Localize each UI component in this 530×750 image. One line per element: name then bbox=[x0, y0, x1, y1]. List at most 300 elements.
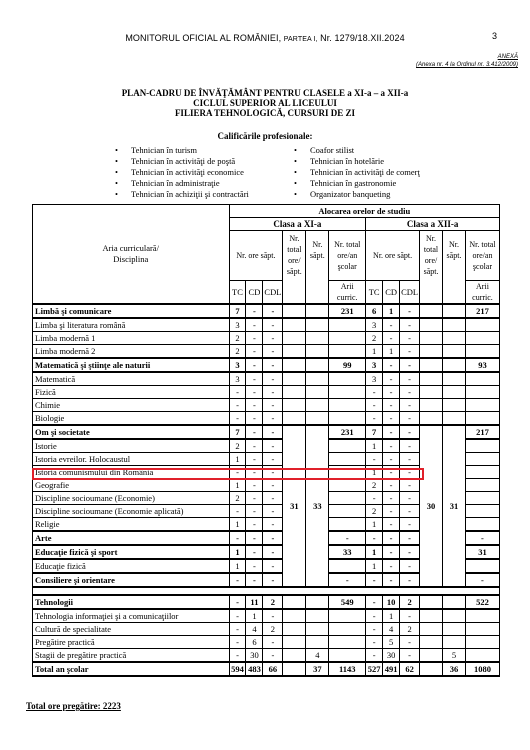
cd-value-11: 483 bbox=[246, 662, 263, 676]
cd-value-12: - bbox=[383, 412, 400, 426]
weeks-value-12 bbox=[443, 623, 466, 636]
tc-value-11: - bbox=[229, 595, 246, 609]
row-label: Discipline socioumane (Economie aplicată) bbox=[33, 505, 230, 518]
cdl-value-12: - bbox=[400, 531, 420, 545]
cdl-value-11: - bbox=[263, 466, 283, 479]
tc-value-12: 1 bbox=[366, 559, 383, 573]
total-weekly-value-12 bbox=[420, 649, 443, 663]
page-header bbox=[0, 33, 530, 43]
total-year-value-11: - bbox=[329, 573, 366, 587]
cd-value-11: - bbox=[246, 492, 263, 505]
tc-value-11: 1 bbox=[229, 545, 246, 559]
row-label: Total an şcolar bbox=[33, 662, 230, 676]
tc-value-12: 1 bbox=[366, 518, 383, 532]
total-weekly-value-12 bbox=[420, 662, 443, 676]
total-year-value-12 bbox=[465, 518, 499, 532]
cdl-value-11: - bbox=[263, 492, 283, 505]
row-label: Fizică bbox=[33, 386, 230, 399]
row-label: Arte bbox=[33, 531, 230, 545]
row-label: Matematică bbox=[33, 372, 230, 386]
tc-value-11: 1 bbox=[229, 518, 246, 532]
tc-value-12: 3 bbox=[366, 372, 383, 386]
cd-value-11: - bbox=[246, 505, 263, 518]
tc-value-11: - bbox=[229, 505, 246, 518]
total-year-value-12 bbox=[465, 505, 499, 518]
total-weekly-value-12 bbox=[420, 372, 443, 386]
cdl-value-11: - bbox=[263, 412, 283, 426]
weeks-header-11: Nr. săpt. bbox=[306, 231, 329, 305]
tc-value-12: - bbox=[366, 649, 383, 663]
cdl-value-12: - bbox=[400, 573, 420, 587]
total-weekly-value-11 bbox=[283, 399, 306, 412]
total-year-header-12: Nr. total ore/an şcolar bbox=[465, 231, 499, 281]
weeks-value-12 bbox=[443, 318, 466, 332]
cdl-value-12: - bbox=[400, 439, 420, 453]
qualification-item: • Tehnician în hotelărie bbox=[292, 156, 420, 167]
weeks-value-11 bbox=[306, 412, 329, 426]
cdl-value-12: - bbox=[400, 345, 420, 359]
tc-value-12: - bbox=[366, 531, 383, 545]
cdl-value-11: - bbox=[263, 531, 283, 545]
tc-value-11: - bbox=[229, 412, 246, 426]
total-year-value-11: 1143 bbox=[329, 662, 366, 676]
cdl-value-12: - bbox=[400, 609, 420, 623]
total-weekly-value-12 bbox=[420, 332, 443, 345]
cd-header-12: CD bbox=[383, 281, 400, 305]
cd-value-11: - bbox=[246, 439, 263, 453]
weeks-value-11 bbox=[306, 636, 329, 649]
annex-order: (Anexa nr. 4 la Ordinul nr. 3.412/2009) bbox=[416, 62, 518, 68]
weeks-value-12 bbox=[443, 358, 466, 372]
cd-value-12: 1 bbox=[383, 609, 400, 623]
tc-value-12: 2 bbox=[366, 332, 383, 345]
allocation-header: Alocarea orelor de studiu bbox=[229, 205, 499, 218]
cdl-value-11: - bbox=[263, 505, 283, 518]
curriculum-table bbox=[32, 204, 500, 677]
cd-value-12: - bbox=[383, 358, 400, 372]
row-label: Limbă şi comunicare bbox=[33, 304, 230, 318]
cdl-value-12: - bbox=[400, 466, 420, 479]
cdl-value-12: - bbox=[400, 545, 420, 559]
total-weekly-value-11 bbox=[283, 412, 306, 426]
cdl-value-11: - bbox=[263, 372, 283, 386]
weeks-value-11 bbox=[306, 304, 329, 318]
total-year-value-12: 1080 bbox=[465, 662, 499, 676]
cdl-value-12: - bbox=[400, 505, 420, 518]
cd-value-12: - bbox=[383, 479, 400, 492]
total-weekly-value-11 bbox=[283, 662, 306, 676]
total-year-value-11: 33 bbox=[329, 545, 366, 559]
cdl-value-11: - bbox=[263, 518, 283, 532]
total-year-value-12: 217 bbox=[465, 425, 499, 439]
cdl-value-12: - bbox=[400, 425, 420, 439]
total-weekly-value-12 bbox=[420, 636, 443, 649]
total-year-value-12 bbox=[465, 372, 499, 386]
cdl-value-12: - bbox=[400, 492, 420, 505]
cdl-value-11: - bbox=[263, 332, 283, 345]
total-weekly-value-11 bbox=[283, 332, 306, 345]
cd-value-12: - bbox=[383, 332, 400, 345]
weeks-value-12 bbox=[443, 386, 466, 399]
section-row bbox=[33, 595, 500, 609]
cd-value-12: - bbox=[383, 531, 400, 545]
tc-value-12: 3 bbox=[366, 358, 383, 372]
total-weekly-header-12: Nr. total ore/ săpt. bbox=[420, 231, 443, 305]
cdl-header-12: CDL bbox=[400, 281, 420, 305]
cd-value-11: - bbox=[246, 466, 263, 479]
cd-value-12: 491 bbox=[383, 662, 400, 676]
weeks-value-12 bbox=[443, 345, 466, 359]
row-label: Istorie bbox=[33, 439, 230, 453]
page-number: 3 bbox=[492, 31, 498, 41]
total-weekly-value-11 bbox=[283, 636, 306, 649]
total-year-value-11 bbox=[329, 412, 366, 426]
tc-value-12: - bbox=[366, 609, 383, 623]
total-year-value-11 bbox=[329, 479, 366, 492]
total-weekly-value-11: 31 bbox=[283, 425, 306, 587]
total-year-value-12 bbox=[465, 636, 499, 649]
cdl-value-12: - bbox=[400, 386, 420, 399]
cd-value-11: - bbox=[246, 479, 263, 492]
tc-value-11: 1 bbox=[229, 559, 246, 573]
cdl-value-12: - bbox=[400, 372, 420, 386]
total-year-value-12 bbox=[465, 439, 499, 453]
qualification-item: • Organizator banqueting bbox=[292, 189, 420, 200]
cd-value-11: - bbox=[246, 531, 263, 545]
total-year-value-12 bbox=[465, 332, 499, 345]
tc-value-11: 3 bbox=[229, 358, 246, 372]
total-year-value-11 bbox=[329, 399, 366, 412]
total-weekly-value-12: 30 bbox=[420, 425, 443, 587]
tc-value-12: - bbox=[366, 399, 383, 412]
tc-value-11: 2 bbox=[229, 439, 246, 453]
cdl-value-11: - bbox=[263, 304, 283, 318]
total-weekly-value-11 bbox=[283, 623, 306, 636]
tc-value-11: 2 bbox=[229, 332, 246, 345]
cdl-value-11: - bbox=[263, 609, 283, 623]
row-label: Religie bbox=[33, 518, 230, 532]
cdl-value-11: - bbox=[263, 399, 283, 412]
doc-title-line1: PLAN-CADRU DE ÎNVĂŢĂMÂNT PENTRU CLASELE a XI-a – a XII-a bbox=[121, 88, 409, 98]
table-row bbox=[33, 649, 500, 663]
tc-value-11: - bbox=[229, 649, 246, 663]
weeks-value-12 bbox=[443, 304, 466, 318]
cd-value-11: 4 bbox=[246, 623, 263, 636]
weeks-value-11 bbox=[306, 399, 329, 412]
tc-value-12: 2 bbox=[366, 479, 383, 492]
qualification-item: • Tehnician în activităţi de poştă bbox=[113, 156, 249, 167]
total-year-value-12 bbox=[465, 318, 499, 332]
weeks-value-11 bbox=[306, 386, 329, 399]
total-year-value-11: 549 bbox=[329, 595, 366, 609]
tc-value-12: 3 bbox=[366, 318, 383, 332]
tc-value-12: - bbox=[366, 492, 383, 505]
highlight-box bbox=[32, 468, 424, 480]
row-label: Om şi societate bbox=[33, 425, 230, 439]
weeks-value-11 bbox=[306, 372, 329, 386]
row-label: Tehnologii bbox=[33, 595, 230, 609]
cd-value-11: 1 bbox=[246, 609, 263, 623]
table-row bbox=[33, 372, 500, 386]
cdl-value-11: - bbox=[263, 439, 283, 453]
total-weekly-value-12 bbox=[420, 399, 443, 412]
tc-value-11: - bbox=[229, 531, 246, 545]
cd-value-12: - bbox=[383, 559, 400, 573]
weeks-value-12: 5 bbox=[443, 649, 466, 663]
cd-value-11: - bbox=[246, 318, 263, 332]
total-year-value-11 bbox=[329, 636, 366, 649]
weeks-value-11 bbox=[306, 332, 329, 345]
tc-value-12: 7 bbox=[366, 425, 383, 439]
total-year-value-12 bbox=[465, 609, 499, 623]
total-weekly-value-12 bbox=[420, 623, 443, 636]
tc-value-11: - bbox=[229, 573, 246, 587]
tc-value-12: 1 bbox=[366, 545, 383, 559]
qualification-item: • Coafor stilist bbox=[292, 145, 420, 156]
total-year-value-12: 217 bbox=[465, 304, 499, 318]
cd-value-11: 30 bbox=[246, 649, 263, 663]
publication-part: PARTEA I, bbox=[283, 36, 318, 43]
qualification-item: • Tehnician în activităţi de comerţ bbox=[292, 167, 420, 178]
cd-value-11: - bbox=[246, 518, 263, 532]
cdl-value-11: - bbox=[263, 636, 283, 649]
cdl-value-12: 2 bbox=[400, 595, 420, 609]
tc-value-12: - bbox=[366, 595, 383, 609]
total-weekly-value-12 bbox=[420, 386, 443, 399]
cdl-value-11: 2 bbox=[263, 623, 283, 636]
row-label: Limba modernă 2 bbox=[33, 345, 230, 359]
annex-reference bbox=[416, 53, 518, 69]
tc-value-12: - bbox=[366, 386, 383, 399]
tc-value-12: - bbox=[366, 453, 383, 466]
row-label: Matematică şi ştiinţe ale naturii bbox=[33, 358, 230, 372]
cd-value-11: - bbox=[246, 425, 263, 439]
weeks-header-12: Nr. săpt. bbox=[443, 231, 466, 305]
total-weekly-value-11 bbox=[283, 372, 306, 386]
total-year-value-11 bbox=[329, 609, 366, 623]
row-label: Educaţie fizică şi sport bbox=[33, 545, 230, 559]
cdl-value-11: - bbox=[263, 386, 283, 399]
cd-value-12: - bbox=[383, 505, 400, 518]
qualifications-list-left bbox=[113, 145, 249, 200]
qualifications-list-right bbox=[292, 145, 420, 200]
total-weekly-header-11: Nr. total ore/ săpt. bbox=[283, 231, 306, 305]
cd-value-12: - bbox=[383, 399, 400, 412]
cdl-value-11: - bbox=[263, 425, 283, 439]
total-year-value-12: - bbox=[465, 531, 499, 545]
cd-value-12: - bbox=[383, 425, 400, 439]
annex-label: ANEXĂ bbox=[497, 54, 518, 60]
weeks-value-11: 37 bbox=[306, 662, 329, 676]
tc-header-12: TC bbox=[366, 281, 383, 305]
total-weekly-value-11 bbox=[283, 304, 306, 318]
tc-value-12: 1 bbox=[366, 466, 383, 479]
area-header bbox=[33, 205, 230, 305]
total-year-value-11 bbox=[329, 372, 366, 386]
total-weekly-value-12 bbox=[420, 595, 443, 609]
total-year-value-11 bbox=[329, 386, 366, 399]
cdl-header-11: CDL bbox=[263, 281, 283, 305]
cd-value-11: - bbox=[246, 573, 263, 587]
total-hours: Total ore pregătire: 2223 bbox=[26, 701, 121, 711]
tc-value-11: - bbox=[229, 386, 246, 399]
weekly-hours-header-12: Nr. ore săpt. bbox=[366, 231, 420, 281]
cdl-value-11: - bbox=[263, 573, 283, 587]
weeks-value-11 bbox=[306, 358, 329, 372]
tc-value-11: 1 bbox=[229, 479, 246, 492]
weeks-value-11 bbox=[306, 345, 329, 359]
cd-value-12: - bbox=[383, 453, 400, 466]
tc-value-11: - bbox=[229, 609, 246, 623]
publication-issue: Nr. 1279/18.XII.2024 bbox=[320, 33, 405, 43]
weeks-value-11 bbox=[306, 609, 329, 623]
total-year-value-11 bbox=[329, 345, 366, 359]
total-weekly-value-12 bbox=[420, 318, 443, 332]
total-weekly-value-12 bbox=[420, 345, 443, 359]
total-weekly-value-11 bbox=[283, 609, 306, 623]
row-label: Istoria comunismului din România bbox=[33, 466, 230, 479]
weeks-value-12: 31 bbox=[443, 425, 466, 587]
cd-value-11: - bbox=[246, 545, 263, 559]
cd-value-12: - bbox=[383, 518, 400, 532]
cd-value-11: - bbox=[246, 372, 263, 386]
weeks-value-11 bbox=[306, 595, 329, 609]
cd-value-12: - bbox=[383, 545, 400, 559]
total-year-value-11 bbox=[329, 505, 366, 518]
total-year-value-12 bbox=[465, 386, 499, 399]
qualification-item: • Tehnician în administraţie bbox=[113, 178, 249, 189]
total-year-value-12 bbox=[465, 649, 499, 663]
cdl-value-12: - bbox=[400, 559, 420, 573]
tc-value-11: 2 bbox=[229, 492, 246, 505]
cd-value-12: - bbox=[383, 492, 400, 505]
row-label: Tehnologia informaţiei şi a comunicaţiilor bbox=[33, 609, 230, 623]
total-year-value-11: 99 bbox=[329, 358, 366, 372]
tc-value-11: 594 bbox=[229, 662, 246, 676]
weeks-value-12 bbox=[443, 595, 466, 609]
total-year-value-11: 231 bbox=[329, 304, 366, 318]
qualification-item: • Tehnician în turism bbox=[113, 145, 249, 156]
total-weekly-value-11 bbox=[283, 595, 306, 609]
table-row bbox=[33, 636, 500, 649]
section-row bbox=[33, 304, 500, 318]
total-year-value-12 bbox=[465, 492, 499, 505]
table-row bbox=[33, 318, 500, 332]
cdl-value-12: 62 bbox=[400, 662, 420, 676]
table-row bbox=[33, 386, 500, 399]
cdl-value-12: - bbox=[400, 479, 420, 492]
tc-value-11: 2 bbox=[229, 345, 246, 359]
cd-value-12: 30 bbox=[383, 649, 400, 663]
tc-value-11: 7 bbox=[229, 425, 246, 439]
section-row bbox=[33, 662, 500, 676]
row-label: Cultură de specialitate bbox=[33, 623, 230, 636]
tc-value-12: - bbox=[366, 573, 383, 587]
total-weekly-value-11 bbox=[283, 358, 306, 372]
cdl-value-12: - bbox=[400, 318, 420, 332]
cdl-value-12: - bbox=[400, 304, 420, 318]
cdl-value-12: - bbox=[400, 412, 420, 426]
cd-value-12: 1 bbox=[383, 345, 400, 359]
total-year-value-11 bbox=[329, 453, 366, 466]
cdl-value-11: - bbox=[263, 479, 283, 492]
tc-value-12: 1 bbox=[366, 439, 383, 453]
table-row bbox=[33, 332, 500, 345]
cd-value-11: 11 bbox=[246, 595, 263, 609]
weeks-value-11: 4 bbox=[306, 649, 329, 663]
table-row bbox=[33, 623, 500, 636]
cd-value-11: - bbox=[246, 386, 263, 399]
qualification-item: • Tehnician în achiziţii şi contractări bbox=[113, 189, 249, 200]
arii-header-11: Arii curric. bbox=[329, 281, 366, 305]
total-weekly-value-11 bbox=[283, 318, 306, 332]
publication-name: MONITORUL OFICIAL AL ROMÂNIEI, bbox=[125, 33, 282, 43]
total-year-value-12 bbox=[465, 479, 499, 492]
cdl-value-11: - bbox=[263, 545, 283, 559]
total-weekly-value-11 bbox=[283, 345, 306, 359]
tc-value-12: 2 bbox=[366, 505, 383, 518]
table-row bbox=[33, 412, 500, 426]
cd-value-12: 4 bbox=[383, 623, 400, 636]
row-label: Discipline socioumane (Economie) bbox=[33, 492, 230, 505]
cd-value-11: - bbox=[246, 453, 263, 466]
discipline-header-label: Disciplina bbox=[113, 254, 149, 264]
spacer-row bbox=[33, 587, 500, 595]
row-label: Geografie bbox=[33, 479, 230, 492]
cdl-value-12: - bbox=[400, 649, 420, 663]
total-year-value-12 bbox=[465, 399, 499, 412]
total-year-value-12 bbox=[465, 345, 499, 359]
total-weekly-value-11 bbox=[283, 386, 306, 399]
total-weekly-value-12 bbox=[420, 609, 443, 623]
table-row bbox=[33, 399, 500, 412]
cdl-value-11: - bbox=[263, 453, 283, 466]
weeks-value-12 bbox=[443, 609, 466, 623]
total-year-value-11 bbox=[329, 492, 366, 505]
total-year-value-12: 522 bbox=[465, 595, 499, 609]
total-year-value-12: - bbox=[465, 573, 499, 587]
total-year-value-12: 93 bbox=[465, 358, 499, 372]
tc-value-12: 527 bbox=[366, 662, 383, 676]
total-weekly-value-12 bbox=[420, 304, 443, 318]
weeks-value-12 bbox=[443, 412, 466, 426]
weeks-value-12: 36 bbox=[443, 662, 466, 676]
weeks-value-12 bbox=[443, 636, 466, 649]
class-11-header: Clasa a XI-a bbox=[229, 218, 366, 231]
tc-value-12: - bbox=[366, 636, 383, 649]
cdl-value-12: - bbox=[400, 453, 420, 466]
tc-value-12: - bbox=[366, 412, 383, 426]
row-label: Istoria evreilor. Holocaustul bbox=[33, 453, 230, 466]
qualification-item: • Tehnician în activităţi economice bbox=[113, 167, 249, 178]
cdl-value-12: - bbox=[400, 636, 420, 649]
total-year-value-11 bbox=[329, 559, 366, 573]
cdl-value-11: - bbox=[263, 559, 283, 573]
cdl-value-12: - bbox=[400, 399, 420, 412]
row-label: Educaţie fizică bbox=[33, 559, 230, 573]
table-row bbox=[33, 587, 500, 595]
doc-title-line3: FILIERA TEHNOLOGICĂ, CURSURI DE ZI bbox=[174, 108, 356, 118]
row-label: Pregătire practică bbox=[33, 636, 230, 649]
total-year-value-12 bbox=[465, 453, 499, 466]
tc-value-12: 6 bbox=[366, 304, 383, 318]
total-year-value-11 bbox=[329, 318, 366, 332]
total-year-value-12 bbox=[465, 559, 499, 573]
cd-value-12: - bbox=[383, 466, 400, 479]
tc-value-12: 1 bbox=[366, 345, 383, 359]
table-row bbox=[33, 345, 500, 359]
cd-value-12: 10 bbox=[383, 595, 400, 609]
